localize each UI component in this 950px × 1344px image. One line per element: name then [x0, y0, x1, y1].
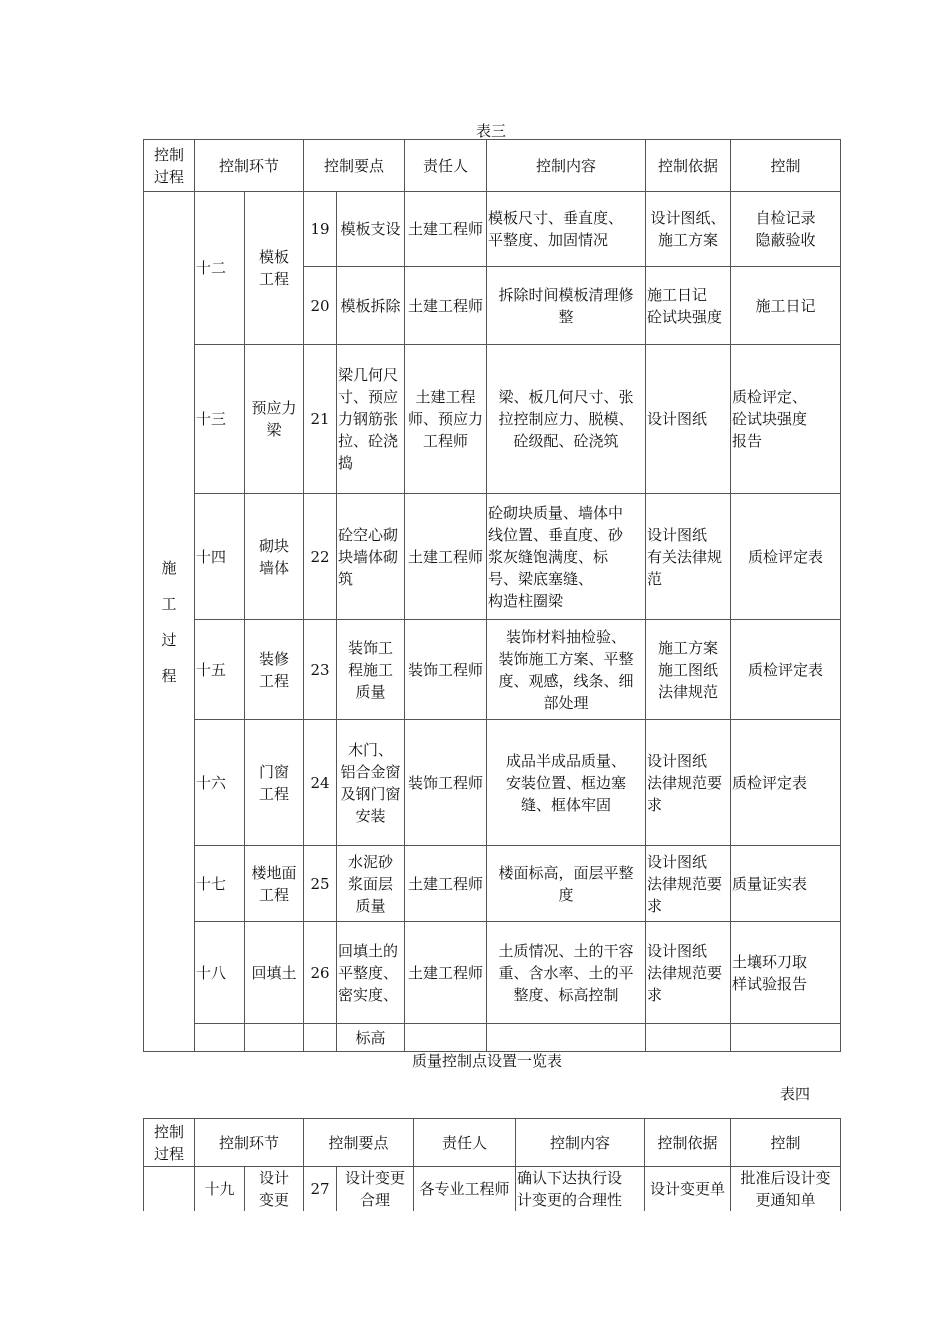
basis-cell: 设计图纸 法律规范要 求 [646, 846, 731, 922]
person-cell: 土建工程师 [405, 846, 487, 922]
table3-caption: 表三 [476, 122, 507, 140]
link-name: 模板 工程 [245, 192, 304, 345]
control-cell: 土壤环刀取 样试验报告 [731, 922, 841, 1024]
process-cell: 施 工 过 程 [144, 192, 195, 1052]
point-text: 砼空心砌 块墙体砌 筑 [337, 494, 405, 620]
point-number: 24 [304, 720, 337, 846]
table-row [144, 922, 841, 1024]
header-process: 控制 过程 [144, 140, 195, 192]
table-row [144, 1167, 841, 1212]
basis-cell: 设计图纸 法律规范要 求 [646, 720, 731, 846]
empty-cell [195, 1024, 245, 1052]
empty-cell [731, 1024, 841, 1052]
table-row [144, 846, 841, 922]
content-cell: 楼面标高，面层平整 度 [487, 846, 646, 922]
point-text: 设计变更 合理 [337, 1167, 414, 1212]
link-number: 十五 [195, 620, 245, 720]
link-name: 门窗 工程 [245, 720, 304, 846]
control-cell: 质检评定、 砼试块强度 报告 [731, 345, 841, 494]
table4-header-row [144, 1119, 841, 1167]
tail-point-text: 标高 [337, 1024, 405, 1052]
header-control: 控制 [731, 140, 841, 192]
person-cell: 土建工程师 [405, 922, 487, 1024]
person-cell: 土建工程师 [405, 192, 487, 267]
header-person: 责任人 [405, 140, 487, 192]
point-number: 19 [304, 192, 337, 267]
table-row [144, 494, 841, 620]
empty-cell [487, 1024, 646, 1052]
point-text: 水泥砂 浆面层 质量 [337, 846, 405, 922]
control-cell: 质检评定表 [731, 620, 841, 720]
content-cell: 土质情况、土的干容 重、含水率、土的平 整度、标高控制 [487, 922, 646, 1024]
header-link: 控制环节 [195, 1119, 304, 1167]
table-row [144, 720, 841, 846]
link-name: 装修 工程 [245, 620, 304, 720]
empty-cell [646, 1024, 731, 1052]
person-cell: 土建工程 师、预应力 工程师 [405, 345, 487, 494]
content-cell: 成品半成品质量、 安装位置、框边塞 缝、框体牢固 [487, 720, 646, 846]
point-number: 21 [304, 345, 337, 494]
point-number: 23 [304, 620, 337, 720]
link-name: 砌块 墙体 [245, 494, 304, 620]
point-text: 装饰工 程施工 质量 [337, 620, 405, 720]
header-control: 控制 [731, 1119, 841, 1167]
table3-header-row [144, 140, 841, 192]
control-cell: 质检评定表 [731, 720, 841, 846]
point-number: 25 [304, 846, 337, 922]
link-name: 预应力 梁 [245, 345, 304, 494]
point-text: 回填土的 平整度、 密实度、 [337, 922, 405, 1024]
control-cell: 质量证实表 [731, 846, 841, 922]
content-cell: 装饰材料抽检验、 装饰施工方案、平整 度、观感，线条、细 部处理 [487, 620, 646, 720]
header-content: 控制内容 [516, 1119, 645, 1167]
header-person: 责任人 [414, 1119, 516, 1167]
basis-cell: 施工方案 施工图纸 法律规范 [646, 620, 731, 720]
summary-title: 质量控制点设置一览表 [412, 1052, 563, 1070]
link-number: 十二 [195, 192, 245, 345]
person-cell: 各专业工程师 [414, 1167, 516, 1212]
table4-caption: 表四 [780, 1085, 811, 1103]
content-cell: 确认下达执行设 计变更的合理性 [516, 1167, 645, 1212]
content-cell: 梁、板几何尺寸、张 拉控制应力、脱模、 砼级配、砼浇筑 [487, 345, 646, 494]
person-cell: 土建工程师 [405, 267, 487, 345]
header-basis: 控制依据 [646, 140, 731, 192]
link-number: 十八 [195, 922, 245, 1024]
link-name: 设计 变更 [245, 1167, 304, 1212]
header-basis: 控制依据 [645, 1119, 731, 1167]
basis-cell: 设计图纸、 施工方案 [646, 192, 731, 267]
point-text: 模板拆除 [337, 267, 405, 345]
table-row [144, 620, 841, 720]
link-number: 十四 [195, 494, 245, 620]
control-cell: 施工日记 [731, 267, 841, 345]
point-number: 22 [304, 494, 337, 620]
point-number: 26 [304, 922, 337, 1024]
point-text: 梁几何尺 寸、预应 力钢筋张 拉、砼浇 捣 [337, 345, 405, 494]
person-cell: 装饰工程师 [405, 720, 487, 846]
link-number: 十三 [195, 345, 245, 494]
basis-cell: 设计图纸 法律规范要 求 [646, 922, 731, 1024]
table-row [144, 1024, 841, 1052]
header-link: 控制环节 [195, 140, 304, 192]
header-point: 控制要点 [304, 1119, 414, 1167]
control-cell: 批准后设计变 更通知单 [731, 1167, 841, 1212]
basis-cell: 设计图纸 [646, 345, 731, 494]
table3 [143, 139, 841, 1052]
header-process: 控制 过程 [144, 1119, 195, 1167]
table-row [144, 345, 841, 494]
empty-cell [304, 1024, 337, 1052]
point-number: 20 [304, 267, 337, 345]
process-cell [144, 1167, 195, 1212]
control-cell: 自检记录 隐蔽验收 [731, 192, 841, 267]
link-number: 十六 [195, 720, 245, 846]
header-point: 控制要点 [304, 140, 405, 192]
empty-cell [405, 1024, 487, 1052]
content-cell: 拆除时间模板清理修 整 [487, 267, 646, 345]
point-text: 模板支设 [337, 192, 405, 267]
basis-cell: 施工日记 砼试块强度 [646, 267, 731, 345]
table-row [144, 192, 841, 267]
basis-cell: 设计图纸 有关法律规 范 [646, 494, 731, 620]
person-cell: 装饰工程师 [405, 620, 487, 720]
basis-cell: 设计变更单 [645, 1167, 731, 1212]
point-text: 木门、 铝合金窗 及钢门窗 安装 [337, 720, 405, 846]
content-cell: 模板尺寸、垂直度、 平整度、加固情况 [487, 192, 646, 267]
link-name: 楼地面 工程 [245, 846, 304, 922]
control-cell: 质检评定表 [731, 494, 841, 620]
link-number: 十七 [195, 846, 245, 922]
point-number: 27 [304, 1167, 337, 1212]
link-name: 回填土 [245, 922, 304, 1024]
empty-cell [245, 1024, 304, 1052]
content-cell: 砼砌块质量、墙体中 线位置、垂直度、砂 浆灰缝饱满度、标 号、梁底塞缝、 构造柱圈梁 [487, 494, 646, 620]
header-content: 控制内容 [487, 140, 646, 192]
table4 [143, 1118, 841, 1211]
person-cell: 土建工程师 [405, 494, 487, 620]
link-number: 十九 [195, 1167, 245, 1212]
